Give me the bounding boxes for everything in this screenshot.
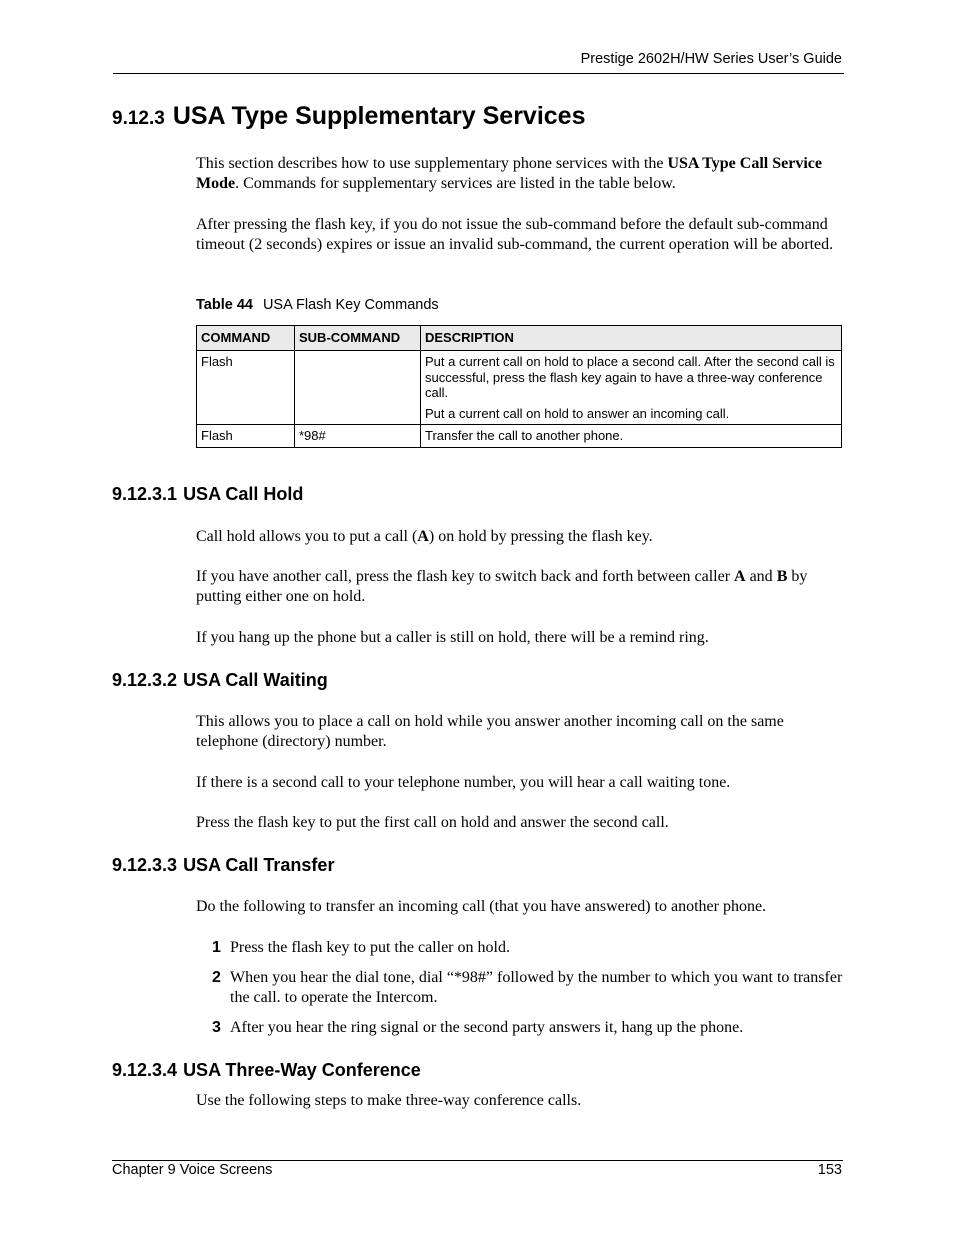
call-waiting-paragraph-2: If there is a second call to your telephone number, you will hear a call waiting tone. bbox=[196, 774, 731, 791]
call-hold-paragraph-2 bbox=[196, 567, 844, 607]
list-item bbox=[212, 1018, 844, 1038]
table-caption bbox=[196, 297, 439, 313]
call-waiting-paragraph-3: Press the flash key to put the first call on hold and answer the second call. bbox=[196, 814, 669, 831]
cell-command: Flash bbox=[197, 425, 295, 448]
subsection-title: USA Call Hold bbox=[183, 484, 304, 504]
subsection-heading-call-transfer bbox=[112, 855, 334, 876]
running-header: Prestige 2602H/HW Series User’s Guide bbox=[580, 51, 842, 67]
description-line: Put a current call on hold to answer an incoming call. bbox=[425, 405, 730, 421]
intro-text: This section describes how to use supplementary phone services with the bbox=[196, 155, 668, 172]
conference-paragraph-1: Use the following steps to make three-way conference calls. bbox=[196, 1092, 582, 1109]
call-waiting-paragraph-1: This allows you to place a call on hold while you answer another incoming call on the same telephone (directory) number. bbox=[196, 713, 784, 750]
caller-label: A bbox=[417, 528, 429, 545]
subsection-title: USA Call Transfer bbox=[183, 855, 335, 875]
intro-text-end: . Commands for supplementary services are listed in the table below. bbox=[235, 175, 676, 192]
subsection-number: 9.12.3.1 bbox=[112, 484, 178, 504]
column-header-description: DESCRIPTION bbox=[421, 326, 842, 351]
subsection-heading-call-hold bbox=[112, 484, 303, 505]
subsection-number: 9.12.3.4 bbox=[112, 1060, 178, 1080]
footer-rule bbox=[112, 1160, 843, 1161]
description-line: Put a current call on hold to place a second call. After the second call is successful, press the flash key again to have a three-way conference call. bbox=[425, 354, 835, 400]
call-transfer-paragraph-1: Do the following to transfer an incoming call (that you have answered) to another phone. bbox=[196, 898, 767, 915]
table-caption-label: Table 44 bbox=[196, 297, 253, 313]
step-text: When you hear the dial tone, dial “*98#” followed by the number to which you want to transfer the call. to operate the Intercom. bbox=[230, 969, 843, 1006]
table-row bbox=[197, 351, 842, 425]
flash-key-commands-table bbox=[196, 325, 842, 448]
table-row bbox=[197, 425, 842, 448]
intro-paragraph-1 bbox=[196, 154, 844, 194]
text: by putting either one on hold. bbox=[196, 568, 808, 605]
cell-command: Flash bbox=[197, 351, 295, 425]
subsection-title: USA Three-Way Conference bbox=[183, 1060, 421, 1080]
intro-bold-term: USA Type Call Service Mode bbox=[196, 155, 822, 192]
step-text: After you hear the ring signal or the second party answers it, hang up the phone. bbox=[230, 1019, 744, 1036]
text: and bbox=[745, 568, 777, 585]
cell-subcommand bbox=[295, 351, 421, 425]
list-item bbox=[212, 968, 844, 1008]
step-number: 1 bbox=[212, 939, 221, 956]
step-number: 3 bbox=[212, 1019, 221, 1036]
step-number: 2 bbox=[212, 969, 221, 986]
text: Call hold allows you to put a call ( bbox=[196, 528, 418, 545]
subsection-heading-three-way-conference bbox=[112, 1060, 421, 1081]
page-number: 153 bbox=[817, 1162, 842, 1178]
subsection-number: 9.12.3.2 bbox=[112, 670, 178, 690]
table-header-row bbox=[197, 326, 842, 351]
subsection-title: USA Call Waiting bbox=[183, 670, 328, 690]
section-number: 9.12.3 bbox=[112, 108, 165, 129]
text: ) on hold by pressing the flash key. bbox=[428, 528, 653, 545]
cell-description bbox=[421, 351, 842, 425]
subsection-number: 9.12.3.3 bbox=[112, 855, 178, 875]
description-line: Transfer the call to another phone. bbox=[425, 428, 624, 443]
intro-paragraph-2: After pressing the flash key, if you do not issue the sub-command before the default sub-command timeout (2 seconds) expires or issue an invalid sub-command, the current operation will be aborted. bbox=[196, 216, 834, 253]
call-hold-paragraph-3: If you hang up the phone but a caller is still on hold, there will be a remind ring. bbox=[196, 629, 709, 646]
footer-chapter: Chapter 9 Voice Screens bbox=[112, 1162, 273, 1178]
step-text: Press the flash key to put the caller on hold. bbox=[230, 939, 510, 956]
list-item bbox=[212, 938, 844, 958]
column-header-subcommand: SUB-COMMAND bbox=[295, 326, 421, 351]
cell-description bbox=[421, 425, 842, 448]
section-title: USA Type Supplementary Services bbox=[172, 102, 586, 130]
table-caption-text: USA Flash Key Commands bbox=[262, 297, 439, 313]
call-hold-paragraph-1 bbox=[196, 527, 844, 547]
caller-label: B bbox=[776, 568, 788, 585]
column-header-command: COMMAND bbox=[197, 326, 295, 351]
subsection-heading-call-waiting bbox=[112, 670, 328, 691]
section-heading bbox=[112, 102, 586, 131]
cell-subcommand: *98# bbox=[295, 425, 421, 448]
header-rule bbox=[113, 73, 844, 74]
caller-label: A bbox=[734, 568, 746, 585]
text: If you have another call, press the flash key to switch back and forth between caller bbox=[196, 568, 735, 585]
